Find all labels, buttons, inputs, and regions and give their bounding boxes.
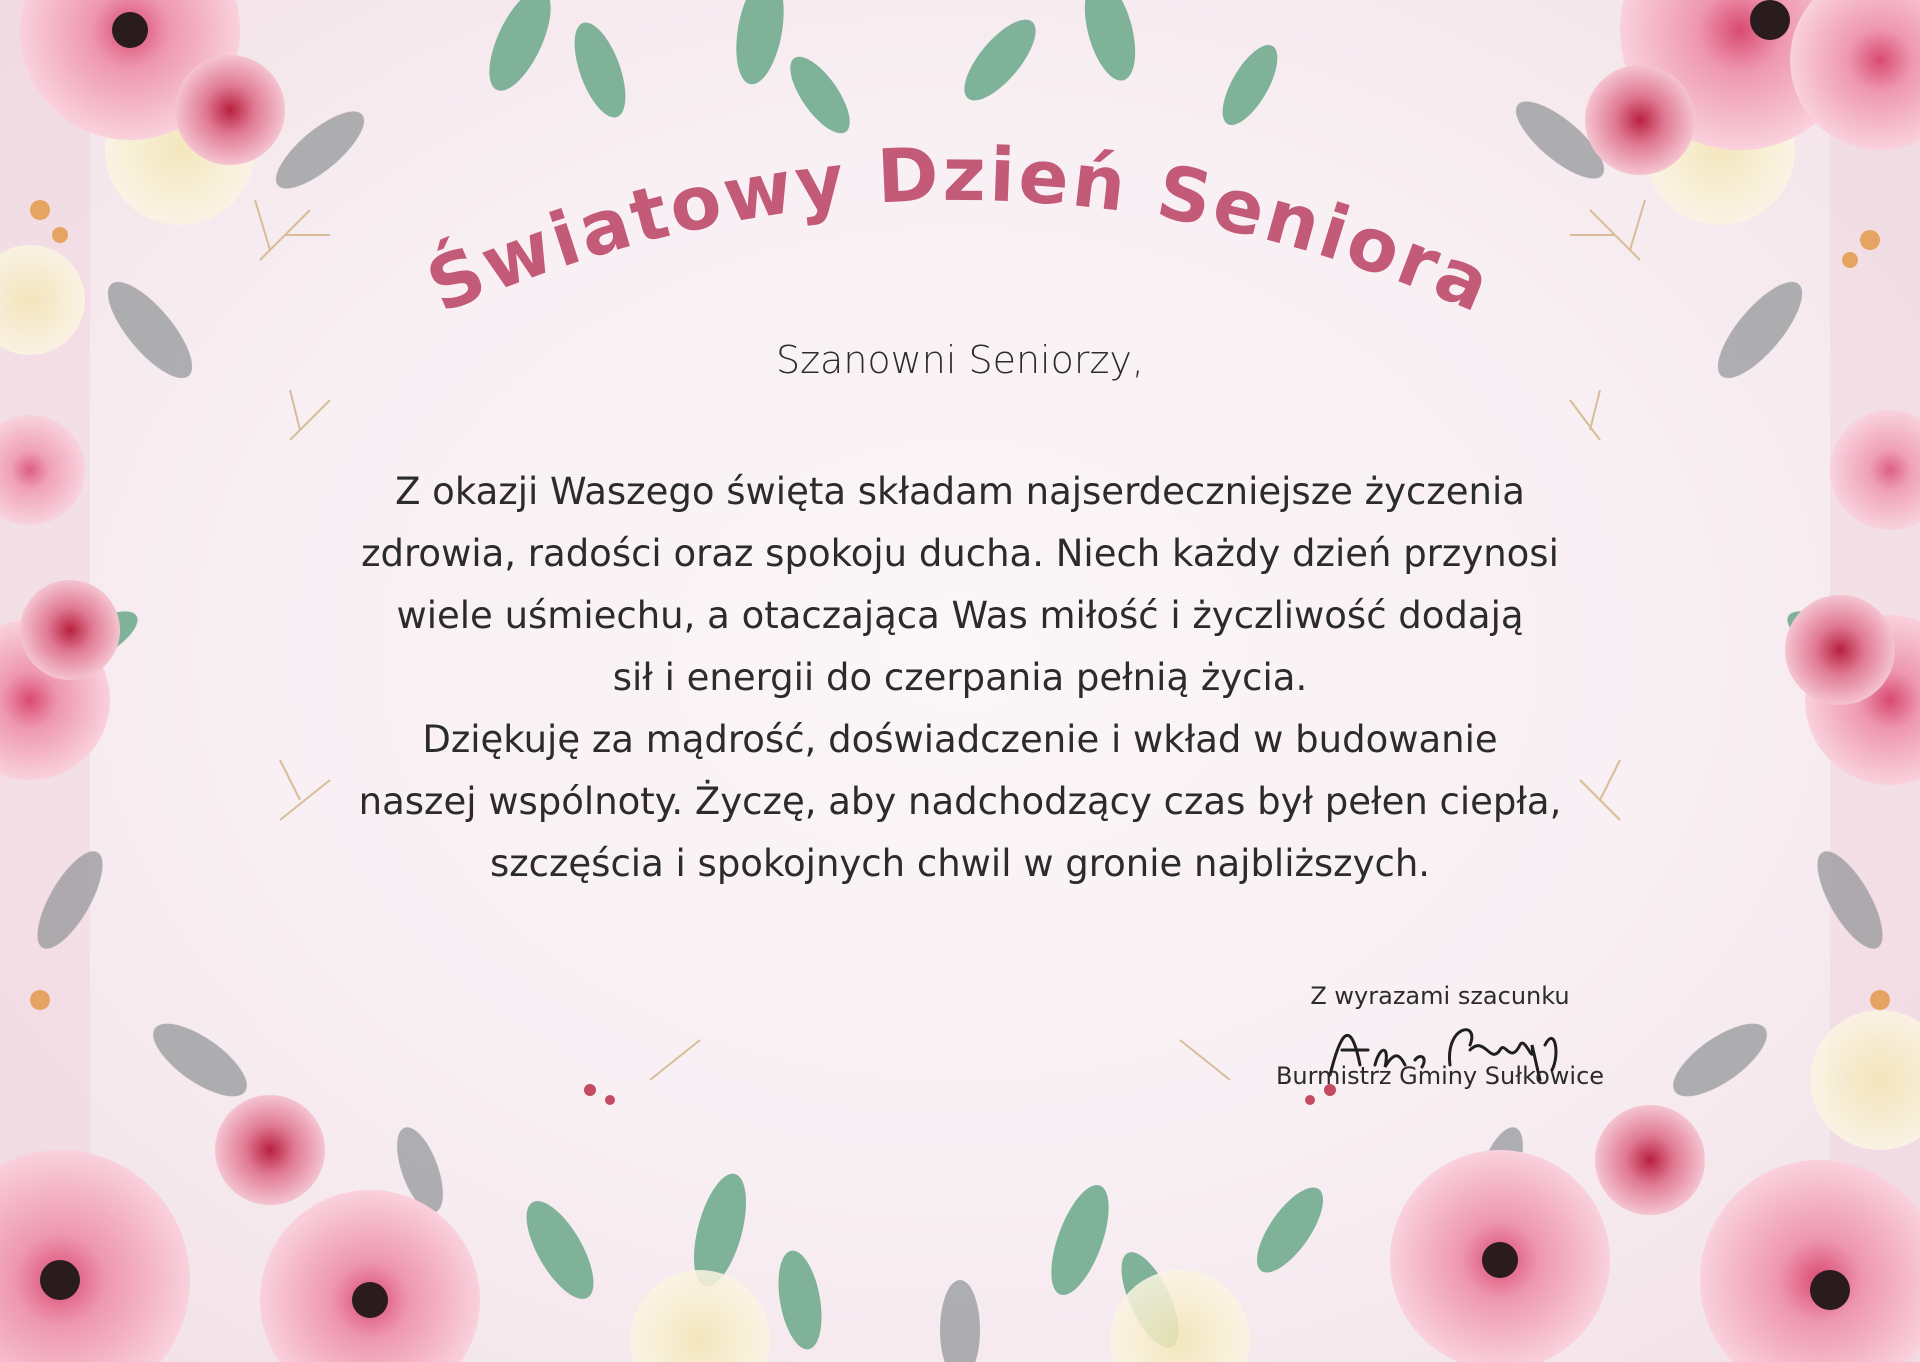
page-title: Światowy Dzień Seniora — [415, 131, 1505, 331]
message-body — [260, 461, 1660, 895]
closing-phrase: Z wyrazami szacunku — [1310, 982, 1570, 1010]
greeting: Szanowni Seniorzy, — [775, 338, 1144, 382]
message-line: szczęścia i spokojnych chwil w gronie najbliższych. — [489, 842, 1431, 885]
message-line: Z okazji Waszego święta składam najserdeczniejsze życzenia — [395, 470, 1525, 513]
message-line: wiele uśmiechu, a otaczająca Was miłość i życzliwość dodają — [396, 594, 1524, 637]
message-line: naszej wspólnoty. Życzę, aby nadchodzący czas był pełen ciepła, — [358, 780, 1562, 823]
signer-role: Burmistrz Gminy Sułkowice — [1275, 1062, 1605, 1090]
message-line: sił i energii do czerpania pełnią życia. — [612, 656, 1308, 699]
message-line: Dziękuję za mądrość, doświadczenie i wkład w budowanie — [422, 718, 1498, 761]
message-line: zdrowia, radości oraz spokoju ducha. Niech każdy dzień przynosi — [361, 532, 1559, 575]
